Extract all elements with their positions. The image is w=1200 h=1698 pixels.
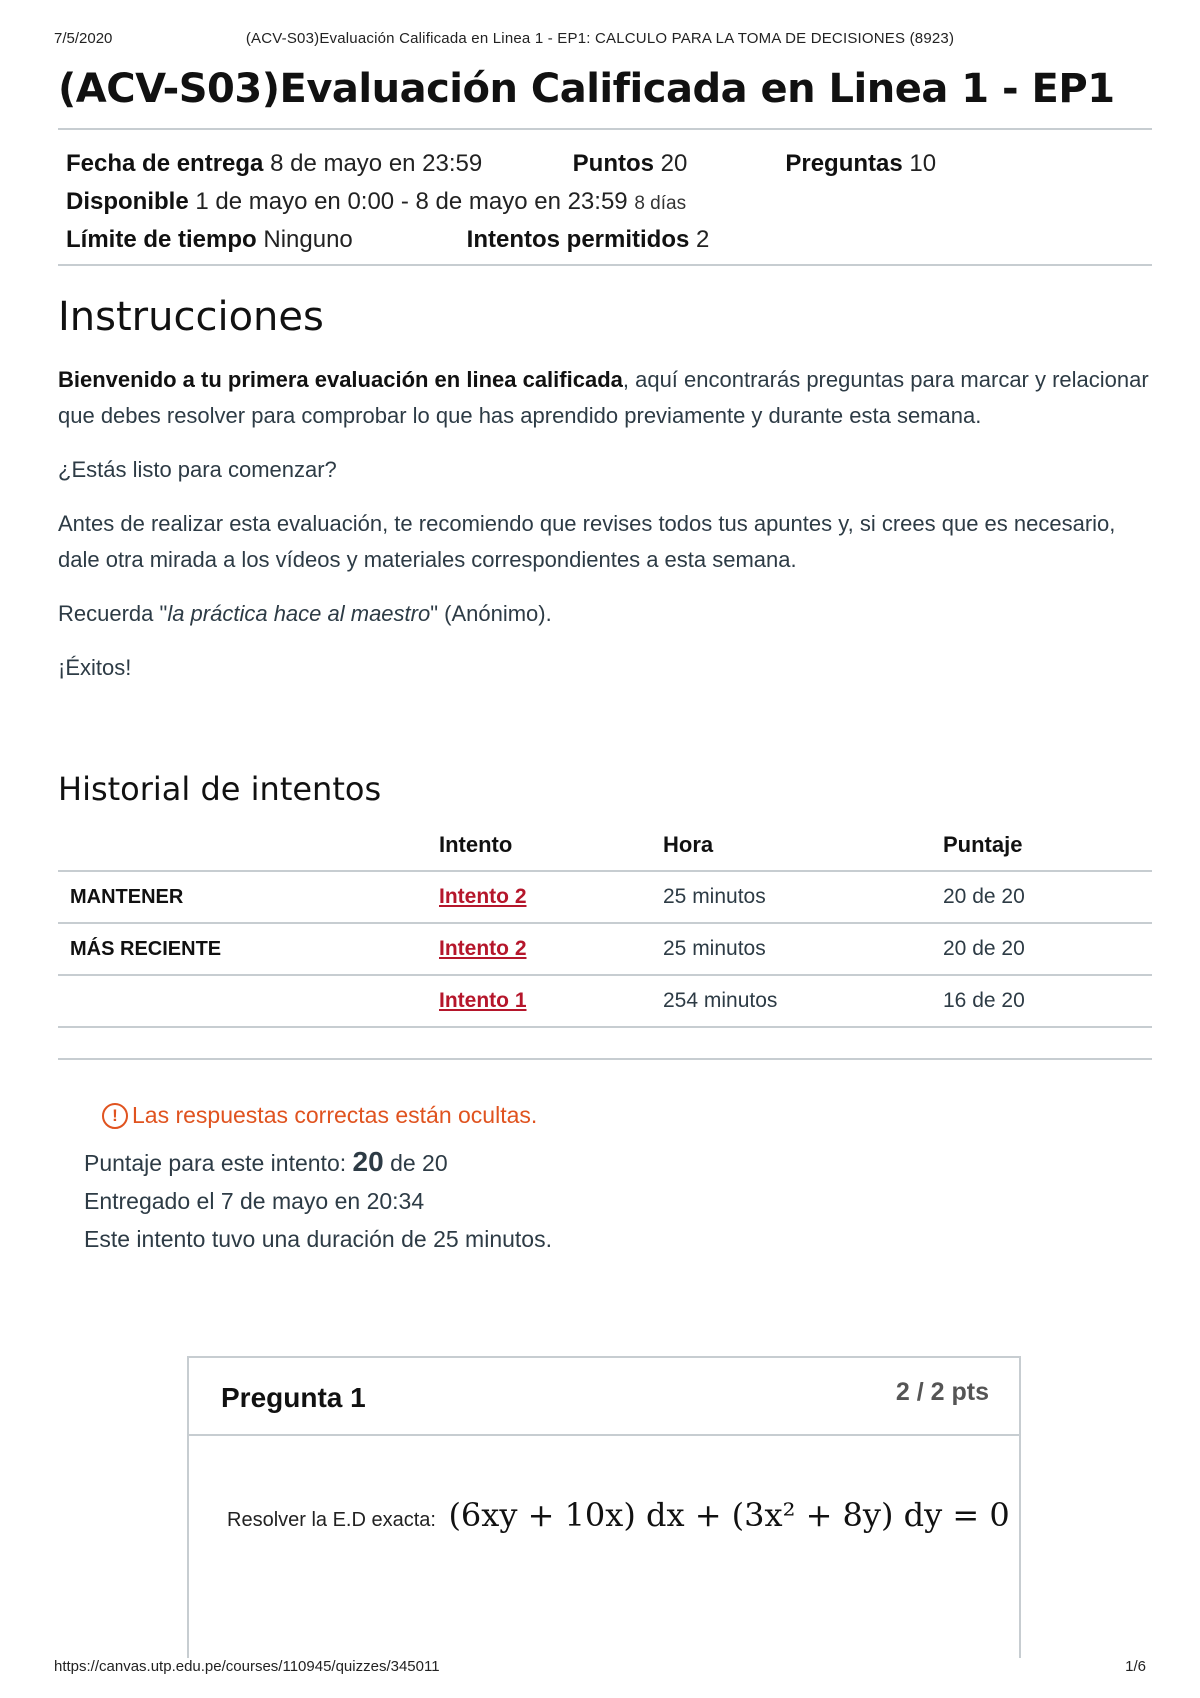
attempt-link[interactable]: Intento 2 bbox=[439, 937, 527, 960]
question-card bbox=[187, 1356, 1021, 1658]
print-url: https://canvas.utp.edu.pe/courses/110945/quizzes/345011 bbox=[54, 1658, 440, 1675]
divider bbox=[58, 264, 1152, 266]
table-row bbox=[58, 923, 1152, 975]
availability: Disponible 1 de mayo en 0:00 - 8 de mayo en 23:59 8 días bbox=[66, 188, 687, 215]
instructions-heading: Instrucciones bbox=[58, 294, 324, 340]
row-score: 20 de 20 bbox=[942, 923, 1152, 975]
question-body bbox=[189, 1436, 1019, 1658]
attempt-summary bbox=[84, 1143, 1152, 1258]
print-page-number: 1/6 bbox=[1125, 1658, 1146, 1675]
points: Puntos 20 bbox=[572, 150, 688, 177]
question-points: 2 / 2 pts bbox=[895, 1378, 989, 1406]
attempt-link[interactable]: Intento 1 bbox=[439, 989, 527, 1012]
submitted-at: Entregado el 7 de mayo en 20:34 bbox=[84, 1188, 425, 1214]
row-time: 25 minutos bbox=[662, 871, 942, 923]
row-tag: MÁS RECIENTE bbox=[58, 923, 438, 975]
instructions-paragraph: ¿Estás listo para comenzar? bbox=[58, 457, 337, 482]
column-header bbox=[58, 820, 438, 871]
hidden-answers-text: Las respuestas correctas están ocultas. bbox=[132, 1102, 538, 1128]
print-page-title: (ACV-S03)Evaluación Calificada en Linea 1 - EP1: CALCULO PARA LA TOMA DE DECISIONES (8923) bbox=[245, 30, 955, 47]
due-date: Fecha de entrega 8 de mayo en 23:59 bbox=[66, 150, 483, 177]
history-heading: Historial de intentos bbox=[58, 770, 382, 808]
column-header-attempt: Intento bbox=[438, 820, 662, 871]
quiz-content bbox=[58, 66, 1152, 1258]
row-tag bbox=[58, 975, 438, 1027]
instructions-paragraph: Antes de realizar esta evaluación, te recomiendo que revises todos tus apuntes y, si crees que es necesario, dale otra mirada a los vídeos y materiales correspondientes a esta semana. bbox=[58, 511, 1116, 572]
time-limit: Límite de tiempo Ninguno bbox=[66, 226, 353, 253]
row-score: 16 de 20 bbox=[942, 975, 1152, 1027]
questions-count: Preguntas 10 bbox=[785, 150, 937, 177]
instructions-quote: Recuerda "la práctica hace al maestro" (Anónimo). bbox=[58, 601, 552, 626]
attempt-duration: Este intento tuvo una duración de 25 minutos. bbox=[84, 1226, 552, 1252]
divider bbox=[58, 1058, 1152, 1060]
print-date: 7/5/2020 bbox=[54, 30, 113, 47]
quiz-title: (ACV-S03)Evaluación Calificada en Linea 1 - EP1 bbox=[58, 66, 1115, 112]
row-tag: MANTENER bbox=[58, 871, 438, 923]
hidden-answers-notice bbox=[102, 1102, 1152, 1129]
allowed-attempts: Intentos permitidos 2 bbox=[466, 226, 710, 253]
column-header-time: Hora bbox=[662, 820, 942, 871]
instructions-paragraph: Bienvenido a tu primera evaluación en linea calificada, aquí encontrarás preguntas para marcar y relacionar que debes resolver para comprobar lo que has aprendido previamente y durante esta semana. bbox=[58, 367, 1149, 428]
alert-icon: ! bbox=[102, 1103, 128, 1129]
table-row bbox=[58, 871, 1152, 923]
attempt-history-table bbox=[58, 820, 1152, 1028]
print-footer bbox=[54, 1658, 1146, 1678]
question-text bbox=[227, 1496, 1010, 1534]
instructions-body bbox=[58, 362, 1152, 686]
row-time: 25 minutos bbox=[662, 923, 942, 975]
row-score: 20 de 20 bbox=[942, 871, 1152, 923]
attempt-link[interactable]: Intento 2 bbox=[439, 885, 527, 908]
table-row bbox=[58, 975, 1152, 1027]
question-prompt: Resolver la E.D exacta: bbox=[227, 1509, 436, 1531]
quiz-details bbox=[58, 130, 1152, 264]
column-header-score: Puntaje bbox=[942, 820, 1152, 871]
table-header-row bbox=[58, 820, 1152, 871]
available-days: 8 días bbox=[634, 193, 687, 214]
instructions-paragraph: ¡Éxitos! bbox=[58, 655, 132, 680]
question-name: Pregunta 1 bbox=[221, 1382, 366, 1413]
question-equation: (6xy + 10x) dx + (3x² + 8y) dy = 0 bbox=[448, 1496, 1010, 1534]
question-header bbox=[189, 1358, 1019, 1436]
attempt-score: Puntaje para este intento: 20 de 20 bbox=[84, 1146, 448, 1177]
row-time: 254 minutos bbox=[662, 975, 942, 1027]
print-header bbox=[54, 30, 1146, 50]
